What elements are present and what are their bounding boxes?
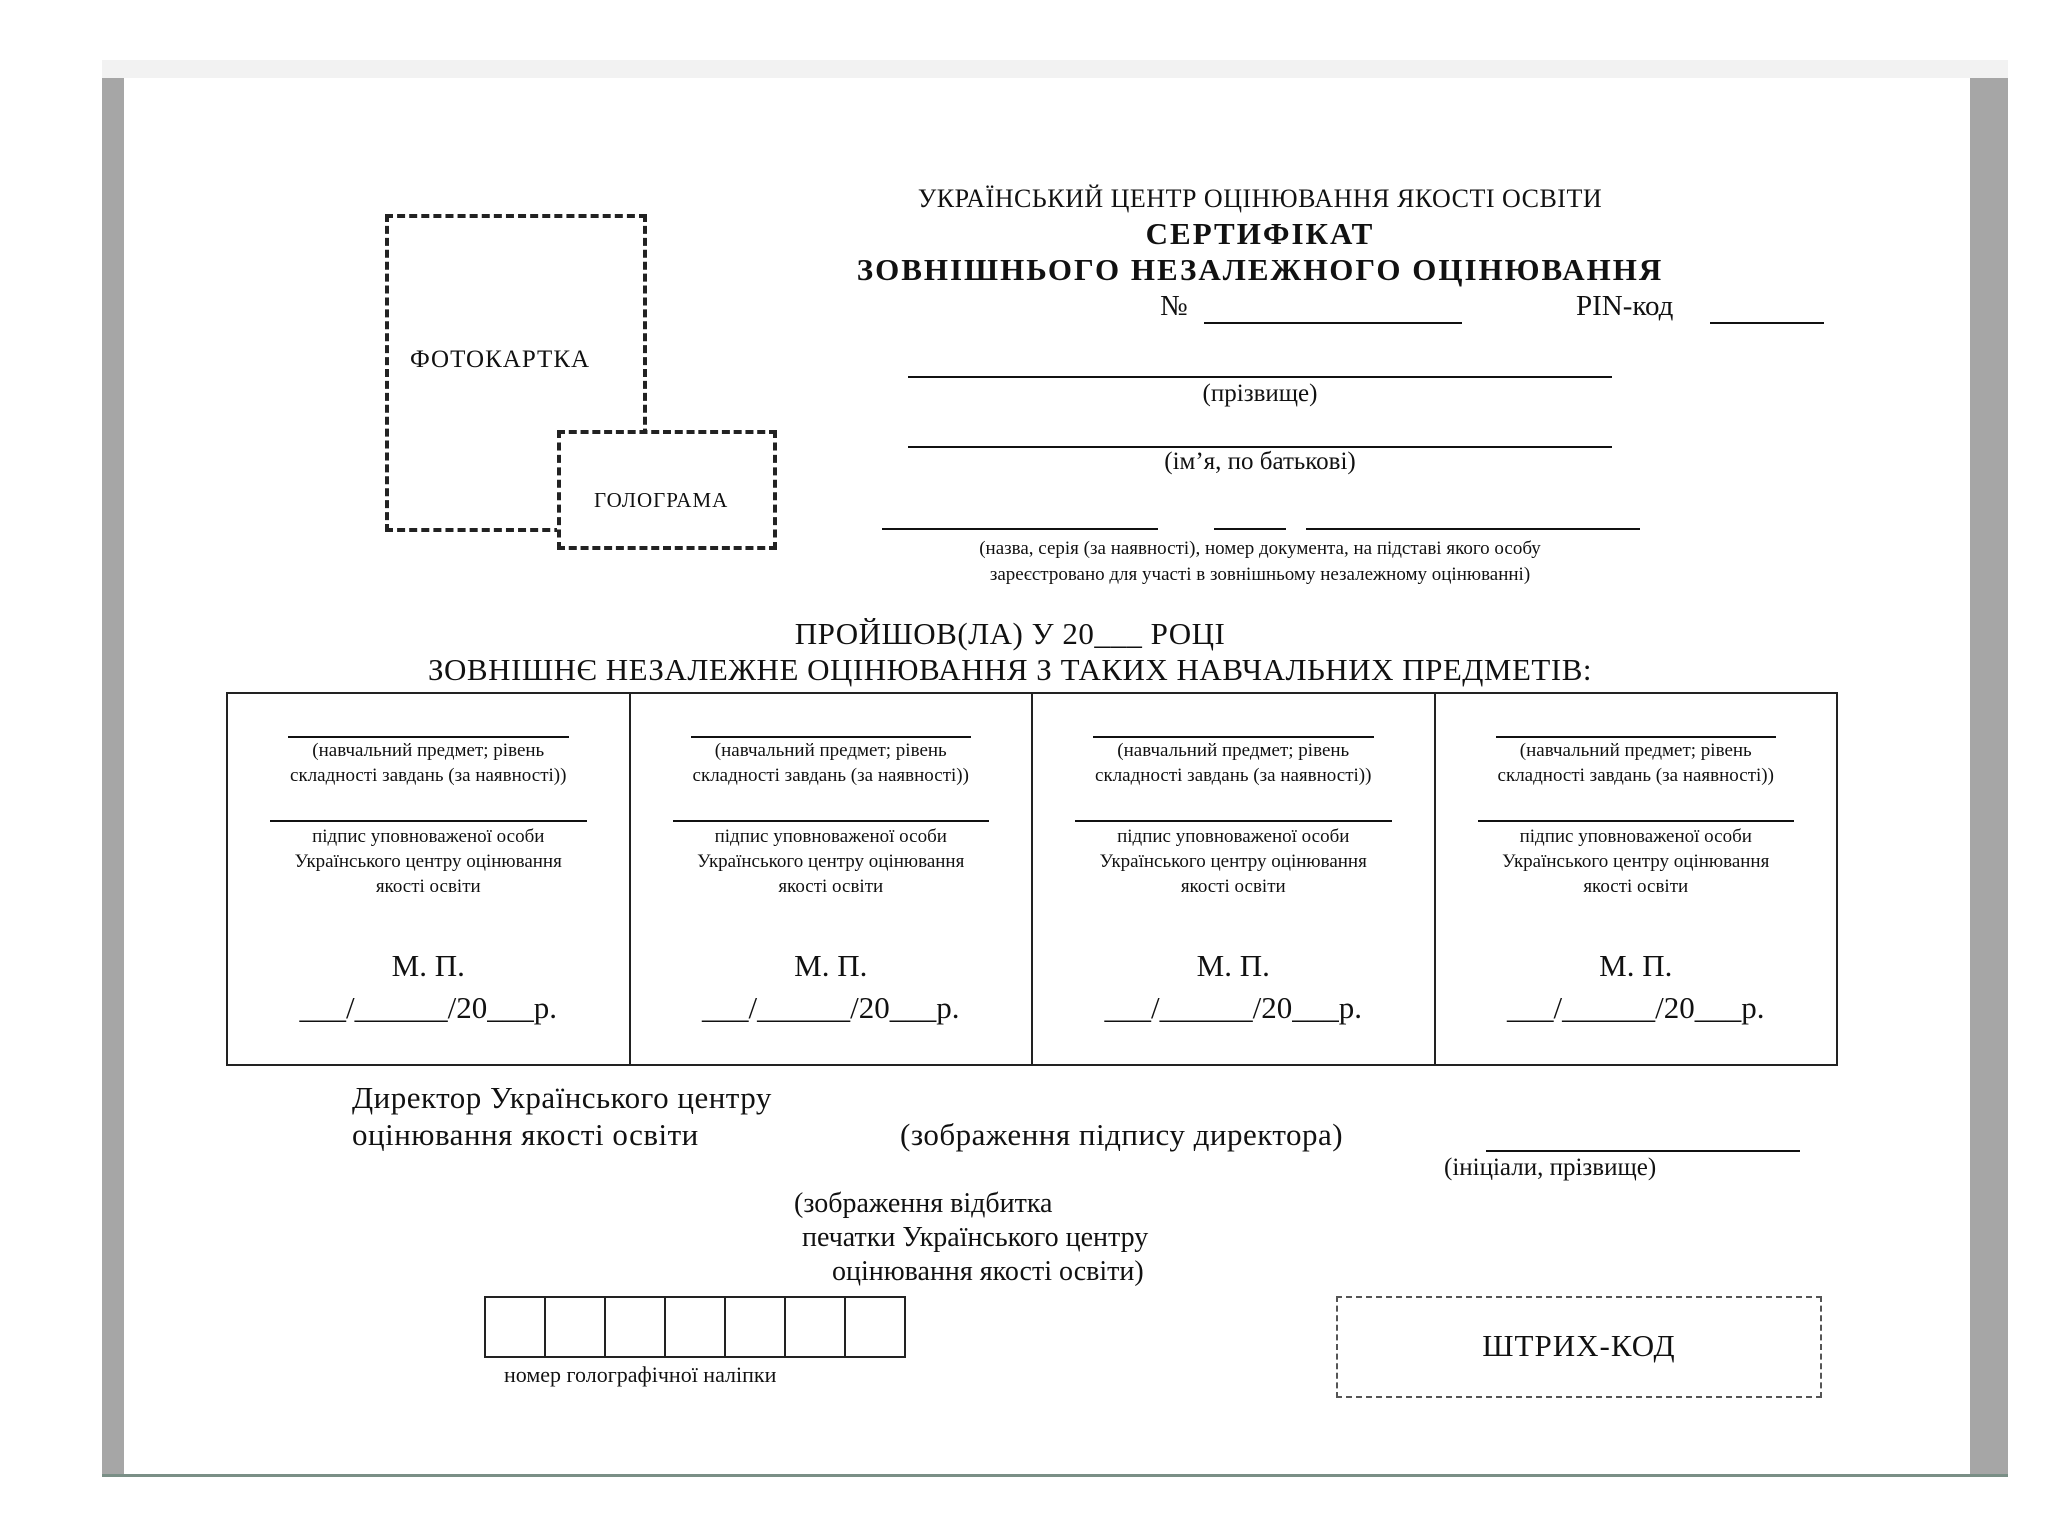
digit-box (666, 1298, 726, 1356)
organization-name: УКРАЇНСЬКИЙ ЦЕНТР ОЦІНЮВАННЯ ЯКОСТІ ОСВІТИ (917, 184, 1603, 213)
director-title-line2: оцінювання якості освіти (352, 1117, 699, 1152)
digit-box (546, 1298, 606, 1356)
passed-year-line: ПРОЙШОВ(ЛА) У 20___ РОЦІ (794, 616, 1226, 651)
right-margin-bar (1970, 78, 2008, 1476)
pin-field-line (1710, 322, 1824, 324)
digit-box (786, 1298, 846, 1356)
hologram-label: ГОЛОГРАМА (594, 488, 729, 512)
top-strip (102, 60, 2008, 78)
date-field: ___/______/20___р. (299, 990, 557, 1025)
signature-line (1075, 820, 1392, 822)
subject-cell (631, 694, 1034, 1064)
certificate-subtitle: ЗОВНІШНЬОГО НЕЗАЛЕЖНОГО ОЦІНЮВАННЯ (856, 252, 1664, 287)
surname-field-line (908, 376, 1612, 378)
stamp-place: М. П. (391, 948, 465, 983)
subjects-table (226, 692, 1838, 1066)
number-label: № (1160, 290, 1188, 322)
certificate-title: СЕРТИФІКАТ (1145, 216, 1375, 251)
left-margin-bar (102, 78, 124, 1476)
signature-caption: підпис уповноваженої особи Українського центру оцінювання якості освіти (697, 826, 965, 897)
director-signature-image: (зображення підпису директора) (900, 1117, 1344, 1152)
signature-caption: підпис уповноваженої особи Українського центру оцінювання якості освіти (1502, 826, 1770, 897)
photo-label: ФОТОКАРТКА (410, 346, 591, 373)
digit-box (486, 1298, 546, 1356)
digit-box (726, 1298, 786, 1356)
name-caption: (ім’я, по батькові) (1164, 448, 1356, 475)
signature-caption: підпис уповноваженої особи Українського центру оцінювання якості освіти (294, 826, 562, 897)
director-title-line1: Директор Українського центру (352, 1080, 772, 1115)
number-field-line (1204, 322, 1462, 324)
bottom-edge (102, 1474, 2008, 1477)
subject-cell (228, 694, 631, 1064)
subject-caption: (навчальний предмет; рівень складності завдань (за наявності)) (1095, 740, 1372, 786)
stamp-place: М. П. (1196, 948, 1270, 983)
signature-line (673, 820, 990, 822)
subject-caption: (навчальний предмет; рівень складності завдань (за наявності)) (1497, 740, 1774, 786)
initials-field-line (1486, 1150, 1800, 1152)
passed-subjects-heading: ЗОВНІШНЄ НЕЗАЛЕЖНЕ ОЦІНЮВАННЯ З ТАКИХ НАВЧАЛЬНИХ ПРЕДМЕТІВ: (428, 652, 1592, 687)
subject-cell (1033, 694, 1436, 1064)
document-caption-line1: (назва, серія (за наявності), номер документа, на підставі якого особу (979, 538, 1541, 559)
document-series-line (1214, 528, 1286, 530)
stamp-image-line1: (зображення відбитка (794, 1188, 1053, 1219)
subject-cell (1436, 694, 1837, 1064)
stamp-place: М. П. (1599, 948, 1673, 983)
signature-line (1478, 820, 1795, 822)
date-field: ___/______/20___р. (1104, 990, 1362, 1025)
document-caption-line2: зареєстровано для участі в зовнішньому незалежному оцінюванні) (989, 564, 1531, 585)
subject-caption: (навчальний предмет; рівень складності завдань (за наявності)) (692, 740, 969, 786)
barcode-placeholder (1336, 1296, 1822, 1398)
surname-caption: (прізвище) (1202, 380, 1318, 407)
subject-caption: (навчальний предмет; рівень складності завдань (за наявності)) (290, 740, 567, 786)
document-name-line (882, 528, 1158, 530)
signature-line (270, 820, 587, 822)
initials-caption: (ініціали, прізвище) (1444, 1154, 1657, 1181)
signature-caption: підпис уповноваженої особи Українського центру оцінювання якості освіти (1099, 826, 1367, 897)
barcode-label: ШТРИХ-КОД (1482, 1328, 1676, 1363)
digit-box (606, 1298, 666, 1356)
stamp-place: М. П. (794, 948, 868, 983)
stamp-image-line2: печатки Українського центру (802, 1222, 1149, 1253)
stamp-image-line3: оцінювання якості освіти) (832, 1256, 1144, 1287)
pin-label: PIN-код (1576, 290, 1674, 322)
document-number-line (1306, 528, 1640, 530)
hologram-number-caption: номер голографічної наліпки (504, 1362, 777, 1387)
date-field: ___/______/20___р. (1507, 990, 1765, 1025)
hologram-number-boxes (484, 1296, 906, 1358)
digit-box (846, 1298, 904, 1356)
date-field: ___/______/20___р. (702, 990, 960, 1025)
